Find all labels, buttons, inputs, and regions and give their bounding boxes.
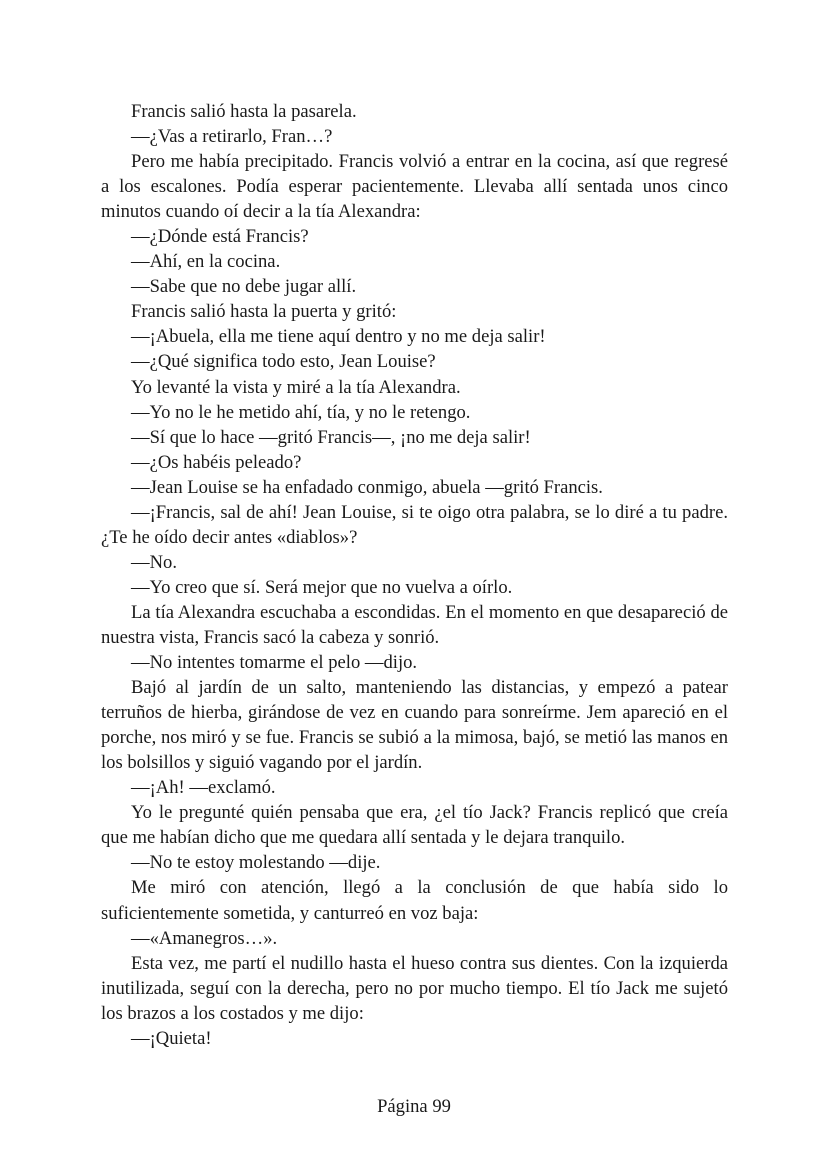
paragraph: Francis salió hasta la puerta y gritó: — [131, 301, 397, 323]
paragraph: —¿Os habéis peleado? — [131, 451, 302, 473]
paragraph: —Ahí, en la cocina. — [131, 251, 281, 273]
paragraph: —¡Ah! —exclamó. — [131, 777, 276, 799]
paragraph: La tía Alexandra escuchaba a escondidas. En el momento en que desapareció de nuestra vista, Francis sacó la cabeza y sonrió. — [101, 601, 728, 648]
paragraph: —No. — [131, 551, 177, 573]
paragraph: Yo levanté la vista y miré a la tía Alexandra. — [131, 376, 461, 398]
paragraph: —¿Qué significa todo esto, Jean Louise? — [131, 351, 436, 373]
paragraph: Esta vez, me partí el nudillo hasta el hueso contra sus dientes. Con la izquierda inutilizada, seguí con la derecha, pero no por mucho tiempo. El tío Jack me sujetó los brazos a los costados y me dijo: — [101, 952, 728, 1024]
paragraph: —¡Quieta! — [131, 1027, 212, 1049]
paragraph: Pero me había precipitado. Francis volvió a entrar en la cocina, así que regresé a los escalones. Podía esperar pacientemente. Llevaba allí sentada unos cinco minutos cuando oí decir a la tía Alexandra: — [101, 151, 728, 223]
paragraph: Bajó al jardín de un salto, manteniendo las distancias, y empezó a patear terruños de hierba, girándose de vez en cuando para sonreírme. Jem apareció en el porche, nos miró y se fue. Francis se subió a la mimosa, bajó, se metió las manos en los bolsillos y siguió vagando por el jardín. — [101, 677, 728, 774]
paragraph: —Yo no le he metido ahí, tía, y no le retengo. — [131, 401, 471, 423]
paragraph: Me miró con atención, llegó a la conclusión de que había sido lo suficientemente sometida, y canturreó en voz baja: — [101, 877, 728, 924]
paragraph: —No intentes tomarme el pelo —dijo. — [131, 652, 418, 674]
paragraph: Francis salió hasta la pasarela. — [131, 101, 357, 122]
paragraph: —¿Vas a retirarlo, Fran…? — [131, 126, 333, 148]
paragraph: —No te estoy molestando —dije. — [131, 852, 381, 874]
paragraph: —Yo creo que sí. Será mejor que no vuelva a oírlo. — [131, 576, 513, 598]
paragraph: —Jean Louise se ha enfadado conmigo, abuela —gritó Francis. — [131, 476, 603, 498]
body-text — [101, 99, 728, 1051]
paragraph: —¡Francis, sal de ahí! Jean Louise, si te oigo otra palabra, se lo diré a tu padre. ¿Te he oído decir antes «diablos»? — [101, 501, 728, 548]
paragraph: —Sabe que no debe jugar allí. — [131, 276, 357, 298]
page-number: Página 99 — [377, 1096, 451, 1117]
paragraph: Yo le pregunté quién pensaba que era, ¿el tío Jack? Francis replicó que creía que me habían dicho que me quedara allí sentada y le dejara tranquilo. — [101, 802, 728, 849]
paragraph: —¿Dónde está Francis? — [131, 226, 309, 248]
paragraph: —Sí que lo hace —gritó Francis—, ¡no me deja salir! — [131, 426, 531, 448]
paragraph: —¡Abuela, ella me tiene aquí dentro y no me deja salir! — [131, 326, 546, 348]
paragraph: —«Amanegros…». — [131, 927, 278, 949]
